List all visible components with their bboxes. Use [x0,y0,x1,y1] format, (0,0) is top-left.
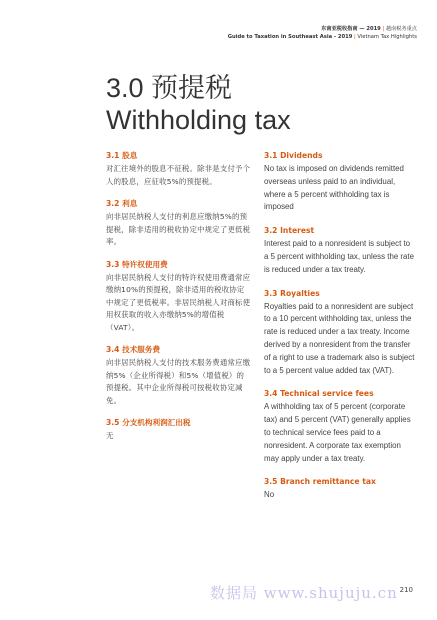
section-body: 对汇往境外的股息不征税。除非是支付予个人的股息，应征收5%的预提税。 [106,164,251,186]
section-heading: 3.3 特许权使用费 [106,259,168,269]
section-technical-fees-cn [106,344,251,407]
section-royalties-cn [106,259,251,335]
section-body: A withholding tax of 5 percent (corporate tax) and 5 percent (VAT) generally applies to technical service fees paid to a nonresident. A corporate tax exemption may apply under a tax treaty. [264,402,411,463]
chinese-column [106,150,251,453]
section-heading: 3.4 技术服务费 [106,345,161,354]
section-body: 无 [106,431,114,440]
section-heading: 3.3 Royalties [264,288,320,298]
section-body: No [264,490,275,500]
section-heading: 3.5 分支机构利润汇出税 [106,418,191,427]
section-heading: 3.4 Technical service fees [264,389,374,399]
section-body: No tax is imposed on dividends remitted overseas unless paid to an individual, where a 5 percent withholding tax is imposed [264,164,404,212]
section-body: Interest paid to a nonresident is subject to a 5 percent withholding tax, unless the rate is reduced under a tax treaty. [264,239,415,274]
section-body: 向非居民纳税人支付的特许权使用费通常应缴纳10%的预提税，除非适用的税收协定中规定了更低税率。非居民纳税人对商标使用权获取的收入亦缴纳5%的增值税（VAT）。 [106,272,251,332]
section-royalties-en [264,288,416,378]
page-title [106,72,291,136]
watermark: 数据局 www.shujuju.cn [210,584,398,602]
page-title-en: Withholding tax [106,105,291,135]
section-body: Royalties paid to a nonresident are subject to a 10 percent withholding tax, unless the rate is reduced under a tax treaty. Income derived by a nonresident from the transfer of a right to use a trademark also is subject to a 5 percent value added tax (VAT). [264,301,415,375]
section-technical-fees-en [264,388,416,465]
section-heading: 3.1 股息 [106,151,138,160]
section-heading: 3.2 利息 [106,199,138,208]
section-interest-en [264,225,416,276]
header-country-cn: 越南税务重点 [385,26,417,32]
header-guide-title-cn: 东南亚税收指南 — 2019 [321,26,381,32]
section-interest-cn [106,198,251,249]
header-line-cn [228,25,417,33]
header-separator: | [353,34,356,40]
section-body: 向非居民纳税人支付的利息应缴纳5%的预提税，除非适用的税收协定中规定了更低税率。 [106,212,251,246]
header-separator: | [382,26,385,32]
header-guide-title-en: Guide to Taxation in Southeast Asia - 2019 [227,34,353,40]
section-body: 向非居民纳税人支付的技术服务费通常应缴纳5%（企业所得税）和5%（增值税）的预提税。其中企业所得税可按税收协定减免。 [106,358,251,405]
section-branch-remittance-en [264,476,416,502]
header-line-en [228,33,417,41]
section-dividends-en [264,150,416,214]
section-heading: 3.5 Branch remittance tax [264,477,376,487]
running-header [228,25,417,41]
header-country-en: Vietnam Tax Highlights [357,34,417,40]
section-heading: 3.2 Interest [264,226,315,236]
page-number: 210 [399,586,413,594]
section-heading: 3.1 Dividends [264,151,323,160]
section-branch-remittance-cn [106,417,251,443]
section-dividends-cn [106,150,251,188]
page-title-cn: 3.0 预提税 [106,73,233,103]
english-column [264,150,416,513]
